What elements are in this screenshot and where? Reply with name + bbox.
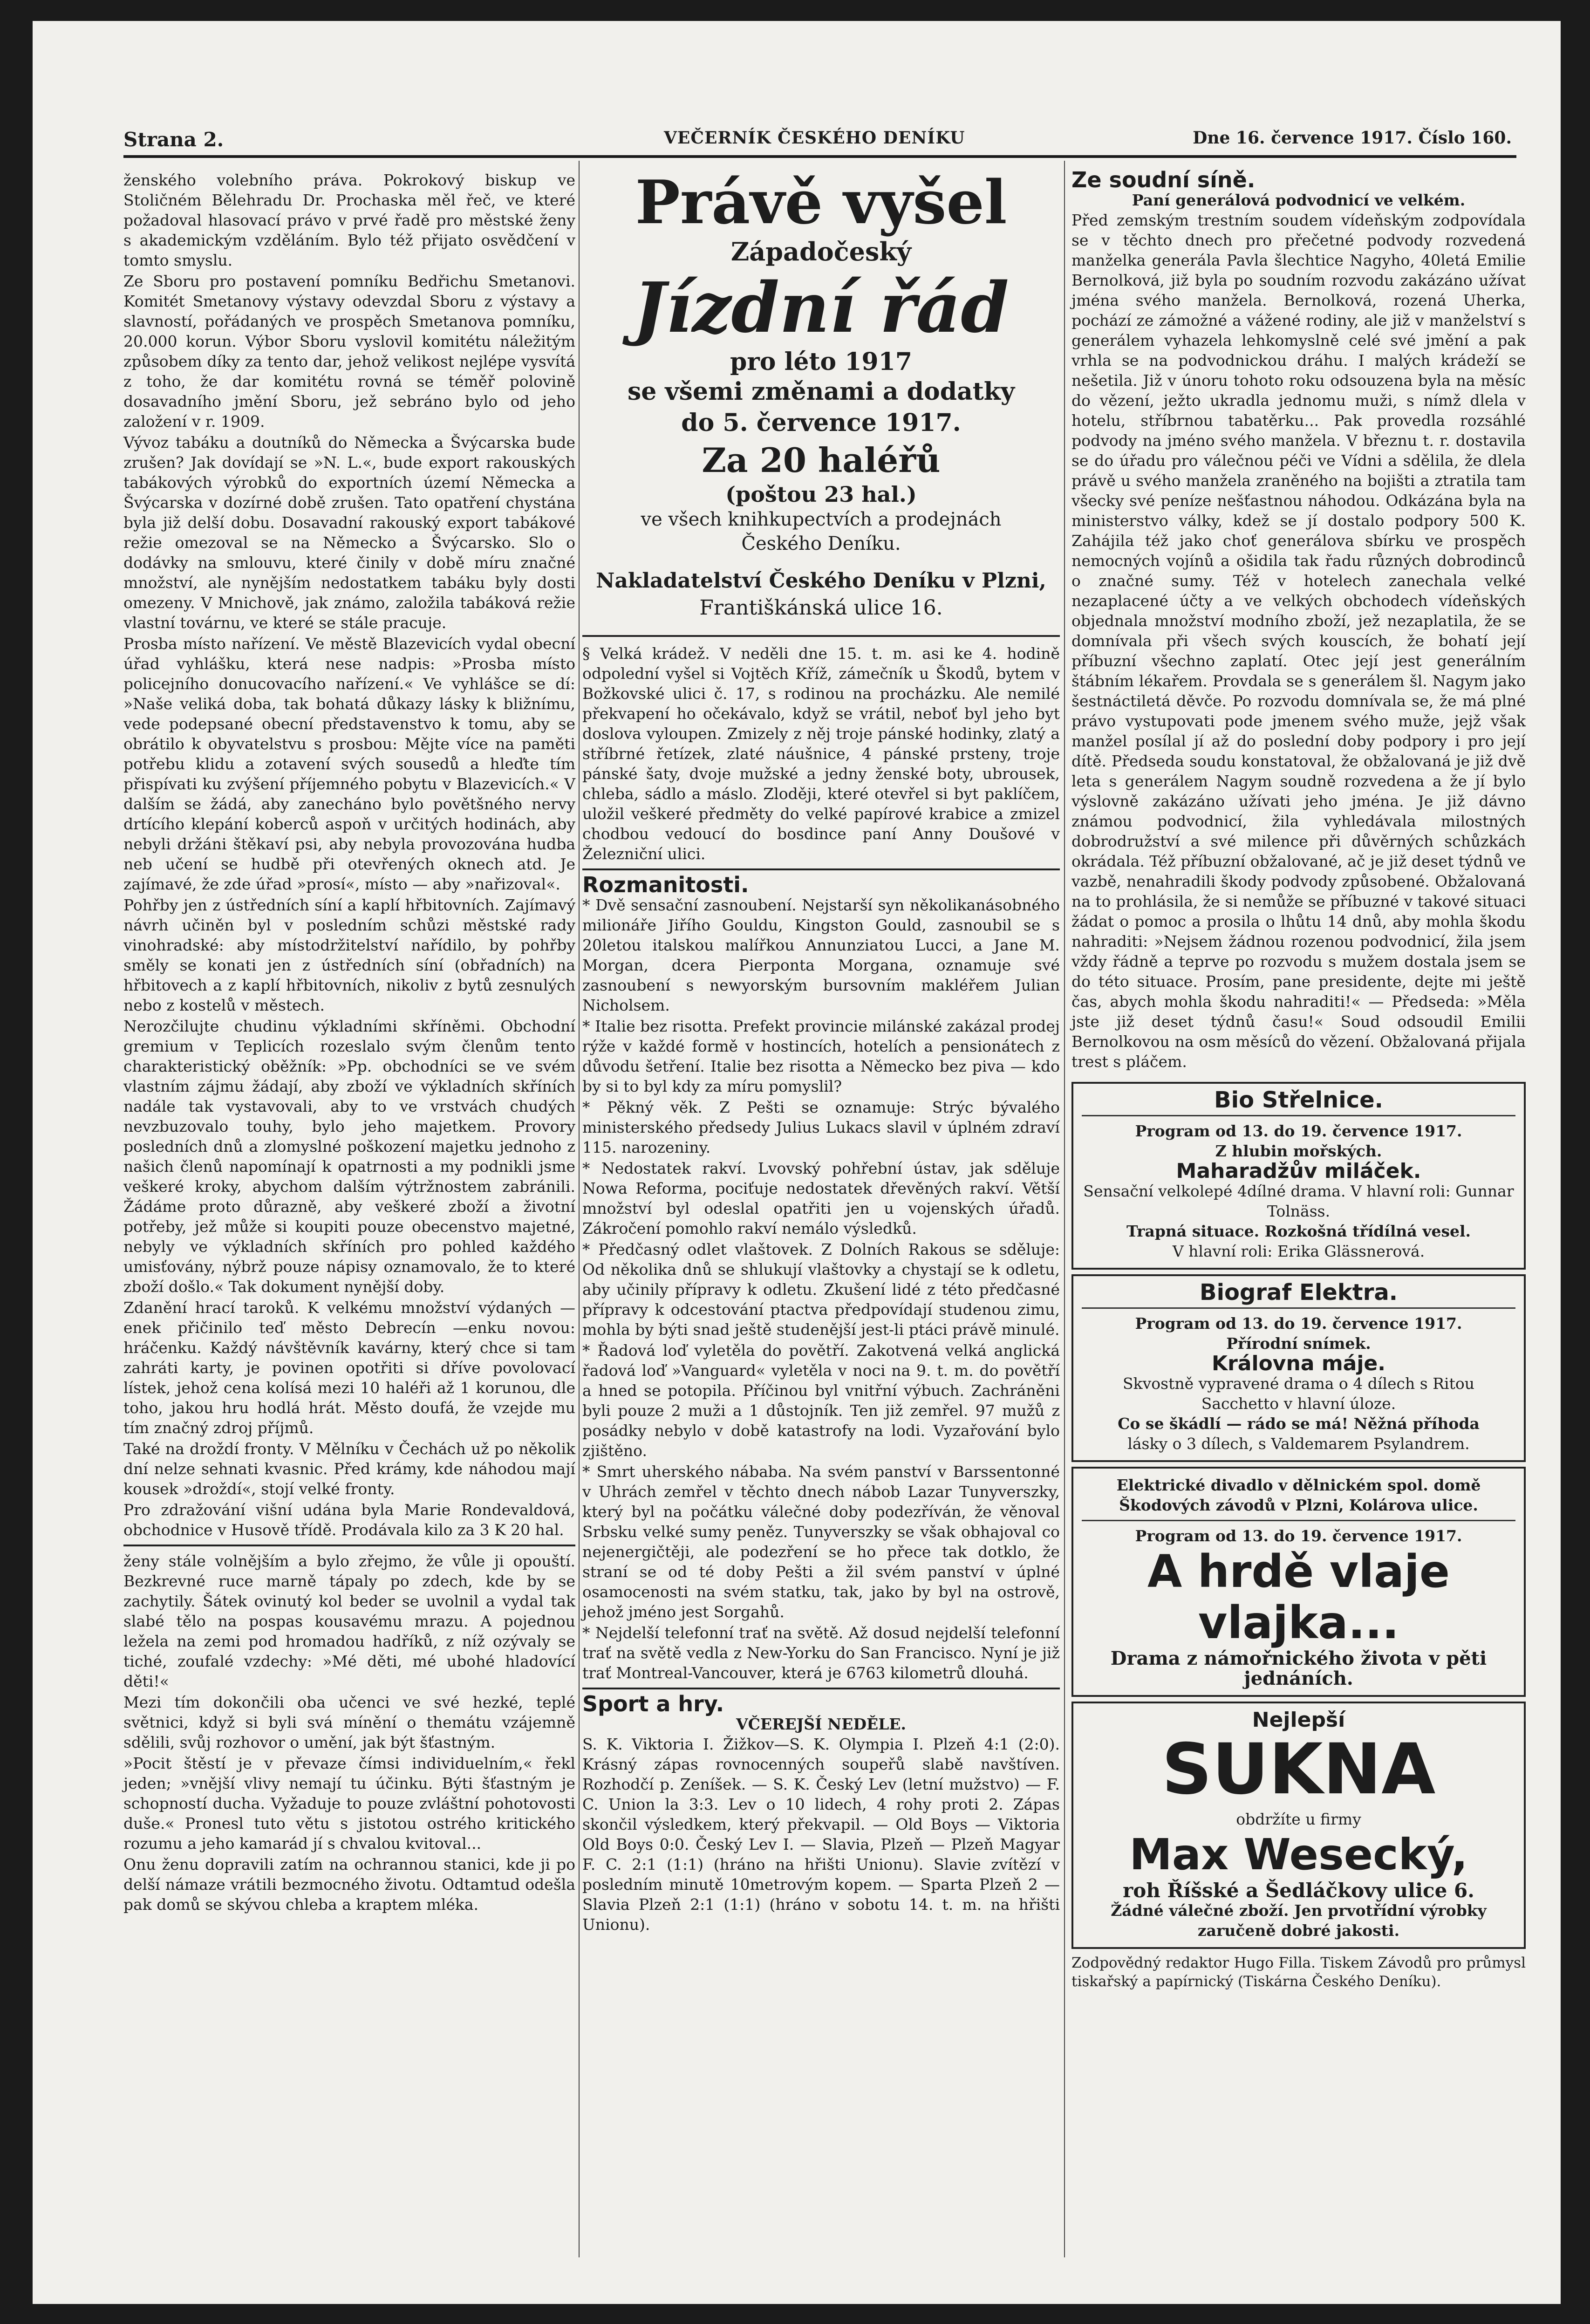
program-dates: Program od 13. do 19. července 1917. bbox=[1135, 1314, 1462, 1333]
program-line: Přírodní snímek. bbox=[1226, 1334, 1371, 1353]
article-text: * Dvě sensační zasnoubení. Nejstarší syn několikanásobného milionáře Jiřího Gouldu, Kingston Gould, zasnoubil se s 20letou italskou malířkou Annunziatou Lucci, a Jane M. Morgan, dcera Pierponta Morgana, oznamuje své zasnoubení s newyorským bursovním makléřem Julian Nicholsem. bbox=[582, 896, 1060, 1014]
ad-price: Za 20 haléřů bbox=[702, 440, 941, 480]
section-title: Rozmanitosti. bbox=[582, 872, 749, 897]
film-title: Maharadžův miláček. bbox=[1176, 1159, 1421, 1183]
ad-headline: Právě vyšel bbox=[635, 168, 1007, 238]
firm-name: Max Wesecký, bbox=[1129, 1830, 1468, 1880]
article-text: Onu ženu dopravili zatím na ochrannou stanici, kde ji po delší námaze vrátili bezmocného životu. Odtamtud odešla pak domů se skývou chleba a kraptem mléka. bbox=[123, 1855, 575, 1914]
section-title: Sport a hry. bbox=[582, 1691, 724, 1716]
article-text: Také na droždí fronty. V Mělníku v Čechách už po několik dní nelze sehnati kvasnic. Před krámy, kde náhodou mají kousek »droždí«, stojí velké fronty. bbox=[123, 1440, 575, 1498]
ad-line: pro léto 1917 bbox=[730, 348, 912, 376]
masthead: VEČERNÍK ČESKÉHO DENÍKU bbox=[664, 128, 965, 148]
page-number: Strana 2. bbox=[123, 128, 224, 151]
article-text: Vývoz tabáku a doutníků do Německa a Švýcarska bude zrušen? Jak dovídají se »N. L.«, bude export rakouských tabákových výrobků do exportních území Německa a Švýcarska v dozírné době zrušen. Tato opatření chystána byla již delší dobu. Dosavadní rakouský export tabákové režie omezoval se na Německo a Švýcarsko. Slo o dodávky na smlouvu, které činily v době míru značné množství, ale nynějším nedostatkem tabáku byly dosti omezeny. V Mnichově, jak známo, založila tabáková režie vlastní továrnu, ve které se stále pracuje. bbox=[123, 433, 575, 632]
section-rule bbox=[123, 1545, 575, 1546]
header-rule bbox=[123, 155, 1516, 158]
program-line: Skvostně vypravené drama o 4 dílech s Ritou Sacchetto v hlavní úloze. bbox=[1123, 1374, 1474, 1413]
ad-line: obdržíte u firmy bbox=[1236, 1810, 1361, 1828]
article-text: Nerozčilujte chudinu výkladními skříněmi. Obchodní gremium v Teplicích rozeslalo svým členům tento charakteristický oběžník: »Pp. obchodníci se ve svém vlastním zájmu žádají, aby zboží ve výkladních skříních nadále tak vystavovali, aby to ve vrstvách chudých nevzbuzovalo touhy, bylo jeho majetkem. Provory posledních dnů a zlomyslné poškození majetku jednoho z našich členů napomínají k opatrnosti a my podnikli jsme veškeré kroky, abychom dalším výtržnostem zabránili. Žádáme proto důrazně, aby veškeré zboží a životní potřeby, jež může si koupiti pouze obecenstvo majetné, nebyly ve výkladních skříních pro pohled každého umisťovány, nýbrž pouze nápisy oznamovalo, že to které zboží došlo.« Tak dokument nynější doby. bbox=[123, 1017, 575, 1296]
rule bbox=[1082, 1307, 1515, 1309]
ad-line: ve všech knihkupectvích a prodejnách bbox=[641, 509, 1002, 530]
ad-line: zaručeně dobré jakosti. bbox=[1197, 1921, 1400, 1940]
ad-line: Žádné válečné zboží. Jen prvotřídní výrobky bbox=[1111, 1901, 1487, 1920]
ad-publisher: Nakladatelství Českého Deníku v Plzni, bbox=[596, 569, 1046, 593]
article-text: * Italie bez risotta. Prefekt provincie milánské zakázal prodej rýže v každé formě v hostincích, hotelích a pensionátech z důvodu šetření. Italie bez risotta a Německo bez piva — kdo by si to byl kdy za míru pomyslil? bbox=[582, 1017, 1060, 1095]
program-line: Z hlubin mořských. bbox=[1215, 1142, 1382, 1160]
ad-kicker: Nejlepší bbox=[1252, 1708, 1345, 1732]
article-text: * Pěkný věk. Z Pešti se oznamuje: Strýc bývalého ministerského předsedy Julius Lukacs slavil v úplném zdraví 115. narozeniny. bbox=[582, 1098, 1060, 1156]
column-1 bbox=[123, 170, 575, 1915]
program-line: Co se škádlí — rádo se má! Něžná příhoda bbox=[1118, 1415, 1480, 1433]
ad-address: Františkánská ulice 16. bbox=[699, 596, 943, 620]
article-text: Mezi tím dokončili oba učenci ve své hezké, teplé světnici, když si byli svá mínění o themátu vzájemně sdělili, svůj rozhovor o umění, jak být šťastným. bbox=[123, 1693, 575, 1751]
column-3 bbox=[1071, 167, 1526, 1992]
page-header bbox=[123, 128, 1512, 151]
theatre-ad bbox=[1071, 1467, 1526, 1697]
column-divider bbox=[579, 161, 580, 2257]
ad-headline: SUKNA bbox=[1161, 1729, 1436, 1810]
rule bbox=[1082, 1115, 1515, 1116]
article-text: * Nejdelší telefonní trať na světě. Až dosud nejdelší telefonní trať na světě vedla z New-Yorku do San Francisco. Nyní je již trať Montreal-Vancouver, která je 6763 kilometrů dlouhá. bbox=[582, 1624, 1060, 1682]
program-dates: Program od 13. do 19. července 1917. bbox=[1135, 1527, 1462, 1545]
ad-postage: (poštou 23 hal.) bbox=[725, 482, 917, 507]
section-rule bbox=[582, 1688, 1060, 1689]
article-text: ženského volebního práva. Pokrokový biskup ve Stoličném Bělehradu Dr. Prochaska měl řeč, ve které požadoval hlasovací právo v prvé řadě pro městské ženy s akademickým vzděláním. Bylo též přijato osvědčení v tomto smyslu. bbox=[123, 171, 575, 269]
section-rule bbox=[582, 635, 1060, 637]
ad-title: Jízdní řád bbox=[633, 267, 1009, 348]
film-title: Královna máje. bbox=[1212, 1352, 1385, 1375]
firm-address: roh Říšské a Šedláčkovy ulice 6. bbox=[1123, 1879, 1474, 1902]
cinema-ad bbox=[1071, 1082, 1526, 1270]
play-title: A hrdě vlaje vlajka... bbox=[1147, 1545, 1450, 1649]
article-text: * Nedostatek rakví. Lvovský pohřební ústav, jak sděluje Nowa Reforma, pociťuje nedostatek dřevěných rakví. Větší množství byl odeslal opatřiti jen u vojenských úřadů. Zákročení pomohlo rakví nemálo výsledků. bbox=[582, 1159, 1060, 1237]
article-text: »Pocit štěstí je v převaze čímsi individuelním,« řekl jeden; »vnější vlivy nemají tu účinku. Býti šťastným je schopností ducha. Vyžaduje to pouze zvláštní pohotovosti duše.« Pronesl tuto větu s jistotou ostrého kritického rozumu a jeho kamarád jí s chvalou kvitoval... bbox=[123, 1754, 575, 1852]
subhead: VČEREJŠÍ NEDĚLE. bbox=[736, 1715, 906, 1733]
article-text: * Řadová loď vyletěla do povětří. Zakotvená velká anglická řadová loď »Vanguard« vyletěla v noci na 9. t. m. do povětří a hned se potopila. Příčinou byl vnitřní výbuch. Zachráněni byli pouze 2 muži a 1 důstojník. Ten již zemřel. 97 mužů z posádky nebylo v době katastrofy na lodi. Vyzařování bylo zjištěno. bbox=[582, 1341, 1060, 1460]
rule bbox=[1082, 1520, 1515, 1521]
cinema-name: Bio Střelnice. bbox=[1214, 1087, 1383, 1113]
newspaper-page bbox=[33, 21, 1561, 2304]
cinema-ad bbox=[1071, 1274, 1526, 1462]
program-line: Trapná situace. Rozkošná třídílná vesel. bbox=[1126, 1222, 1471, 1240]
article-text: * Předčasný odlet vlaštovek. Z Dolních Rakous se sděluje: Od několika dnů se shlukují vlaštovky a chystají se k odletu, aby učinily přípravy k odletu. Zkušení lidé z této předčasné přípravy k odcestování ptactva předpovídají studenou zimu, mohla by býti snad ještě studenější jest-li ptáci právě minulé. bbox=[582, 1240, 1060, 1339]
ad-line: se všemi změnami a dodatky bbox=[627, 377, 1015, 406]
article-text: Prosba místo nařízení. Ve městě Blazevicích vydal obecní úřad vyhlášku, která nese nadpis: »Prosba místo policejního donucovacího nařízení.« Ve vyhlášce se dí: »Naše veliká doba, tak bohatá důkazy lásky k bližnímu, vede podepsané obecní představenstvo k tomu, aby se obrátilo k obyvatelstvu s prosbou: Mějte více na paměti potřebu klidu a zotavení svých sousedů a hleďte tím přispívati ku zvýšení příjemného pobytu v Blazevicích.« V dalším se žádá, aby zanecháno bylo povětšného nervy drtícího klepání koberců aspoň v určitých hodinách, aby nebyli držáni štěkaví psi, aby nebyla provozována hudba neb učení se hudbě při otevřených oknech atd. Je zajímavé, že zde úřad »prosí«, místo — aby »nařizoval«. bbox=[123, 635, 575, 893]
subhead: Paní generálová podvodnicí ve velkém. bbox=[1132, 191, 1466, 209]
article-text: ženy stále volnějším a bylo zřejmo, že vůle ji opouští. Bezkrevné ruce marně tápaly po zdech, kde by se zachytily. Šátek ovinutý kol beder se uvolnil a vydal tak slabé tělo na pospas kousavému mrazu. A pojednou ležela na zemi pod hromadou hadříků, z níž ozývaly se tiché, zoufalé vzdechy: »Mé děti, mé ubohé hladovící děti!« bbox=[123, 1552, 575, 1690]
article-text: * Smrt uherského nábaba. Na svém panství v Barssentonné v Uhrách zemřel v těchto dnech nábob Lazar Tunyverszky, který byl na počátku válečné doby podezříván, že věnoval Srbsku velké sumy peněz. Tunyverszky se však obhajoval co nejenergičtěji, ale podezření se ho přece tak dotklo, že straní se od té doby Pešti a žil svém panství v úplné osamocenosti na svém statku, tak, jako by byl na ostrově, jehož jméno jest Sorgahů. bbox=[582, 1463, 1060, 1621]
program-line: lásky o 3 dílech, s Valdemarem Psylandrem. bbox=[1127, 1435, 1470, 1453]
article-text: Ze Sboru pro postavení pomníku Bedřichu Smetanovi. Komitét Smetanovy výstavy odevzdal Sboru z výstavy a slavností, pořádaných ve prospěch Smetanova pomníku, 20.000 korun. Výbor Sboru vyslovil komitétu náležitým způsobem díky za tento dar, jehož velikost nejlépe vysvítá z toho, že dar komitétu rovná se téměř polovině dosavadního jmění Sboru, jež sebráno bylo od jeho založení v r. 1909. bbox=[123, 272, 575, 431]
article-text: § Velká krádež. V neděli dne 15. t. m. asi ke 4. hodině odpolední vyšel si Vojtěch Kříž, zámečník u Škodů, bytem v Božkovské ulici č. 17, s rodinou na procházku. Ale nemilé překvapení ho očekávalo, když se vrátil, neboť byl jeho byt doslova vyloupen. Zmizely z něj troje pánské hodinky, zlatý a stříbrné řetízek, zlaté náušnice, 4 pánské prsteny, troje pánské šaty, dvoje mužské a jedny ženské boty, ubrousek, chleba, sádlo a máslo. Zloději, které otevřel si byt paklíčem, uložil veškeré předměty do velké papírové krabice a zmizel chodbou vedoucí do bosdince paní Anny Doušové v Železniční ulici. bbox=[582, 644, 1060, 863]
theatre-name: Elektrické divadlo v dělnickém spol. domě Škodových závodů v Plzni, Kolárova ulice. bbox=[1116, 1476, 1481, 1514]
program-line: Sensační velkolepé 4dílné drama. V hlavní roli: Gunnar Tolnäss. bbox=[1083, 1182, 1514, 1220]
article-text: Pohřby jen z ústředních síní a kaplí hřbitovních. Zajímavý návrh učiněn byl v posledním schůzi městské rady vinohradské: aby místodržitelství nařídilo, by pohřby směly se konati jen z ústředních síní (obřadních) na hřbitovech a z kaplí hřbitovních, nikoliv z bytů zesnulých nebo z kostelů v městech. bbox=[123, 896, 575, 1014]
article-text: Před zemským trestním soudem vídeňským zodpovídala se v těchto dnech pro přečetné podvody rozvedená manželka generála Pavla šlechtice Nagyho, 40letá Emilie Bernolková, již byla po soudním rozvodu zakázáno užívat jména svého manžela. Bernolková, rozená Uherka, pochází ze zámožné a vážené rodiny, ale již v manželství s generálem vyhazela lehkomyslně celé své jmění a pak vrhla se na podvodnickou dráhu. I malých krádeží se nešetila. Již v únoru tohoto roku odsouzena byla na měsíc do vězení, ježto ukradla jednomu muži, s nímž dlela v hotelu, stříbrnou tabatěrku... Pak provedla rozsáhlé podvody na jméno svého manžela. V březnu t. r. dostavila se do úřadu pro válečnou péči ve Vídni a sdělila, že dlela právě u svého manžela zraněného na bojišti a ztratila tam všecky své peníze nešťastnou náhodou. Odkázána byla na ministerstvo války, kdež se jí dostalo podpory 500 K. Zahájila též jako choť generálova sbírku ve prospěch nemocných vojínů a ošidila tak řadu různých dobrodinců o značné sumy. Též v hotelech zanechala velké nezaplacené účty a ve velkých obchodech vídeňských objednala množství modního zboží, jež nezaplatila, že se domnívala při všech svých kouscích, že bohatí její příbuzní všechno zaplatí. Otec její jest generálním štábním lékařem. Provdala se s generálem šl. Nagym jako šestnáctiletá děvče. Po rozvodu domnívala se, že má plné právo vystupovati pode jmenem svého muže, jejž však manžel posílal jí až do poslední doby podpory i pro její dítě. Předseda soudu konstatoval, že obžalovaná je již dvě leta s generálem Nagym soudně rozvedena a že jí bylo výslovně zakázáno užívati jeho jména. Je již dávno známou podvodnicí, žila vyhledávala milostných dobrodružství a své milence při důvěrných schůzkách okrádala. Též příbuzní obžalované, ač je již deset týdnů ve vazbě, nenahradili škody podvody způsobené. Obžalovaná na to prohlásila, že si nemůže se příbuzné v takové situaci žádat o pomoc a prosila o lhůtu 14 dnů, aby mohla škodu nahraditi: »Nejsem žádnou rozenou podvodnicí, žila jsem vždy řádně a teprve po rozvodu s mužem dostala jsem se do této situace. Prosím, pane presidente, dejte mi ještě čas, abych mohla škodu nahraditi!« — Předseda: »Měla jste již deset týdnů času!« Soud odsoudil Emilii Bernolkovou na osm měsíců do vězení. Obžalovaná přijala trest s pláčem. bbox=[1071, 211, 1526, 1071]
imprint: Zodpovědný redaktor Hugo Filla. Tiskem Závodů pro průmysl tiskařský a papírnický (Tiskárna Českého Deníku). bbox=[1071, 1955, 1526, 1990]
article-text: Pro zdražování višní udána byla Marie Rondevaldová, obchodnice v Husově třídě. Prodávala kilo za 3 K 20 hal. bbox=[123, 1501, 575, 1539]
column-divider bbox=[1064, 161, 1065, 2257]
cinema-name: Biograf Elektra. bbox=[1200, 1279, 1398, 1306]
cloth-ad bbox=[1071, 1702, 1526, 1949]
section-title: Ze soudní síně. bbox=[1071, 167, 1256, 192]
ad-subtitle: Západočeský bbox=[730, 237, 912, 267]
column-2 bbox=[582, 170, 1060, 1935]
ad-line: do 5. července 1917. bbox=[681, 409, 961, 437]
date-issue: Dne 16. července 1917. Číslo 160. bbox=[1193, 128, 1512, 148]
play-subtitle: Drama z námořnického života v pěti jednáních. bbox=[1110, 1647, 1487, 1689]
program-dates: Program od 13. do 19. července 1917. bbox=[1135, 1122, 1462, 1140]
article-text: S. K. Viktoria I. Žižkov—S. K. Olympia I. Plzeň 4:1 (2:0). Krásný zápas rovnocenných soupeřů slabě navštíven. Rozhodčí p. Zeníšek. — S. K. Český Lev (letní mužstvo) — F. C. Union la 3:3. Lev o 10 lidech, 4 rohy proti 2. Zápas skončil výsledkem, který překvapil. — Old Boys — Viktoria Old Boys 0:0. Český Lev I. — Slavia, Plzeň — Plzeň Magyar F. C. 2:1 (1:1) (hráno na hřišti Unionu). Slavie zvítězí v posledním minutě 10metrovým kopem. — Sparta Plzeň 2 — Slavia Plzeň 2:1 (1:1) (hráno v sobotu 14. t. m. na hřišti Unionu). bbox=[582, 1735, 1060, 1934]
ad-line: Českého Deníku. bbox=[741, 533, 901, 554]
program-line: V hlavní roli: Erika Glässnerová. bbox=[1172, 1242, 1425, 1260]
section-rule bbox=[582, 868, 1060, 870]
article-text: Zdanění hrací taroků. K velkému množství výdaných —enek přičinilo teď město Debrecín —enku novou: hráčenku. Každý návštěvník kavárny, který chce si tam zahráti karty, je povinen opotřiti si dříve povolovací lístek, jehož cena kolísá mezi 10 haléři až 1 korunou, dle toho, jakou hru hodlá hrát. Město doufá, že vzejde mu tím značný zdroj příjmů. bbox=[123, 1299, 575, 1437]
